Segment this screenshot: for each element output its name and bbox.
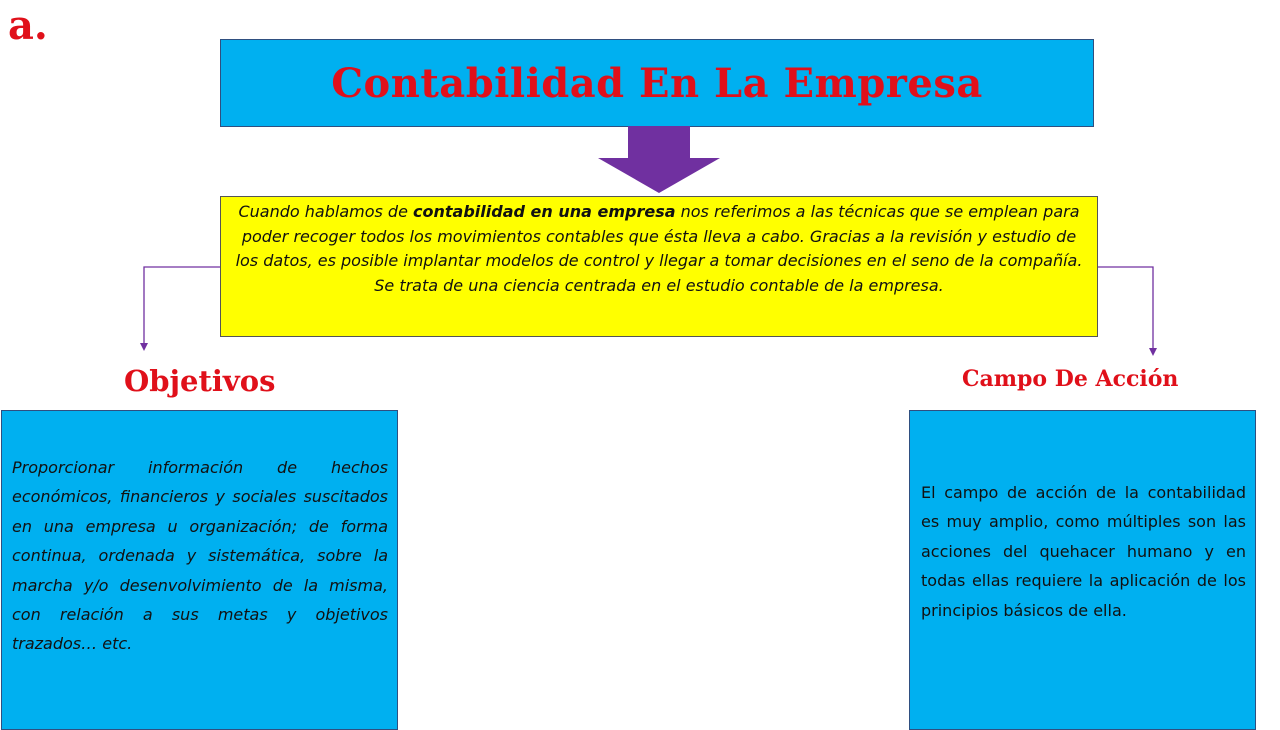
campo-text: El campo de acción de la contabilidad es muy amplio, como múltiples son las acciones del quehacer humano y en todas ellas requiere la aplicación de los principios básicos de ella. xyxy=(921,483,1246,620)
connector-left xyxy=(144,267,220,343)
diagram-title: Contabilidad En La Empresa xyxy=(331,59,983,107)
down-arrow xyxy=(598,126,720,193)
intro-text-start: Cuando hablamos de xyxy=(238,202,414,221)
intro-box xyxy=(220,196,1098,337)
connector-right xyxy=(1098,267,1153,348)
intro-emphasis: contabilidad en una empresa xyxy=(413,202,676,221)
intro-text-rest: nos referimos a las técnicas que se emplean para poder recoger todos los movimientos contables que ésta lleva a cabo. Gracias a la revisión y estudio de los datos, es posible implantar modelos de control y llegar a tomar decisiones en el seno de la compañía. Se trata de una ciencia centrada en el estudio contable de la empresa. xyxy=(235,202,1083,295)
connector-right-arrowhead xyxy=(1149,348,1157,356)
campo-box xyxy=(909,410,1256,730)
connector-left-arrowhead xyxy=(140,343,148,351)
slide-letter: a. xyxy=(8,2,48,49)
campo-heading: Campo De Acción xyxy=(962,366,1179,392)
objetivos-heading: Objetivos xyxy=(124,364,276,398)
objetivos-box xyxy=(1,410,398,730)
objetivos-text: Proporcionar información de hechos económicos, financieros y sociales suscitados en una empresa u organización; de forma continua, ordenada y sistemática, sobre la marcha y/o desenvolvimiento de la misma, con relación a sus metas y objetivos trazados… etc. xyxy=(12,458,388,654)
